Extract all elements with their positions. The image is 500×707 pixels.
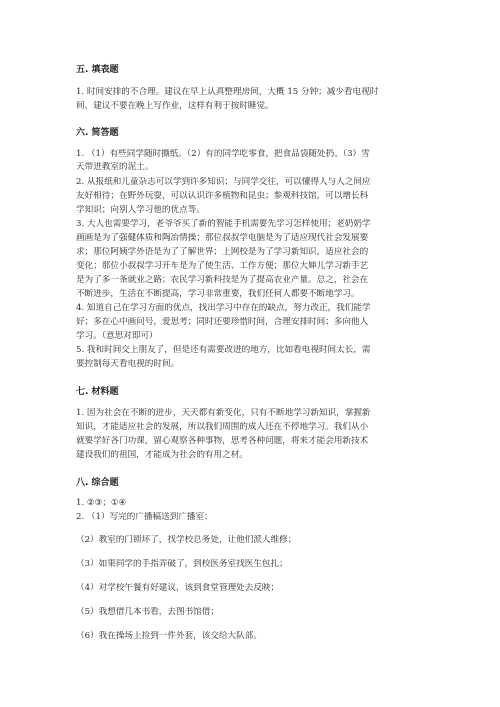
answer-line: 建设我们的祖国，才能成为社会的有用之材。 xyxy=(76,450,248,460)
answer-line: 2. （1）写完的广播稿送到广播室； xyxy=(76,512,213,522)
answer-line: 间，建议不要在晚上写作业，这样有利于按时睡觉。 xyxy=(76,101,274,111)
answer-line: 1. （1）有些同学随时撕纸。（2）有的同学吃零食，把食品袋随处扔。（3）雪 xyxy=(76,149,370,159)
answer-line: 不断进步，生活在不断提高，学习非常重要，我们任何人都要不断地学习。 xyxy=(76,289,360,299)
answer-line: 画画是为了强健体质和陶冶情操；那位叔叔学电脑是为了适应现代社会发展要 xyxy=(76,233,369,243)
answer-line: 1. 时间安排的不合理。建议在早上认真整理房间，大概 15 分钟；减少看电视时 xyxy=(76,87,379,97)
section-heading-6: 六. 简答题 xyxy=(76,128,119,138)
answer-line: 学习。（意思对即可） xyxy=(76,331,158,341)
section-heading-8: 八. 综合题 xyxy=(76,478,119,488)
answer-line: （6）我在操场上捡到一件外套，该交给大队部。 xyxy=(76,631,262,641)
answer-line: （5）我想借几本书看，去图书馆借； xyxy=(76,607,219,617)
answer-line: 要控制每天看电视的时间。 xyxy=(76,359,180,369)
answer-line: （3）如果同学的手指弄破了，到校医务室找医生包扎； xyxy=(76,559,288,569)
answer-line: （4）对学校午餐有好建议，该到食堂管理处去反映； xyxy=(76,583,280,593)
answer-line: 好；多在心中画问号，爱思考；同时还要珍惜时间，合理安排时间；多向他人 xyxy=(76,317,369,327)
answer-line: 求；那位阿姨学外语是为了了解世界；上网校是为了学习新知识，适应社会的 xyxy=(76,247,369,257)
answer-line: 是为了多一条就业之路；农民学习新科技是为了提高农业产量。总之，社会在 xyxy=(76,275,369,285)
answer-line: 4. 知道自己在学习方面的优点，找出学习中存在的缺点，努力改正，我们能学 xyxy=(76,303,371,313)
answer-line: 变化；那位小叔叔学习开车是为了使生活、工作方便；那位大婶儿学习新手艺 xyxy=(76,261,369,271)
answer-line: 5. 我和时间交上朋友了，但是还有需要改进的地方，比如看电视时间太长，需 xyxy=(76,345,371,355)
answer-line: （2）教室的门锁坏了，找学校总务处，让他们派人维修； xyxy=(76,535,297,545)
answer-line: 天带进教室的泥土。 xyxy=(76,162,154,172)
answer-line: 1. ②③；①④ xyxy=(76,498,127,508)
answer-line: 3. 大人也需要学习，老爷爷买了新的智能手机需要先学习怎样使用；老奶奶学 xyxy=(76,219,371,229)
answer-line: 2. 从报纸和儿童杂志可以学到许多知识；与同学交往，可以懂得人与人之间应 xyxy=(76,177,371,187)
section-heading-7: 七. 材料题 xyxy=(76,387,119,397)
answer-line: 知识，才能适应社会的发展，所以我们周围的成人还在不停地学习。我们从小 xyxy=(76,422,369,432)
answer-line: 就要学好各门功课，留心观察各种事物，思考各种问题，将来才能会用新技术 xyxy=(76,436,369,446)
answer-line: 1. 因为社会在不断的进步，天天都有新变化，只有不断地学习新知识，掌握新 xyxy=(76,408,371,418)
section-heading-5: 五. 填表题 xyxy=(76,65,119,75)
answer-line: 学知识；向别人学习他的优点等。 xyxy=(76,205,205,215)
answer-line: 友好相待；在野外玩耍，可以认识许多植物和昆虫；参观科技馆，可以增长科 xyxy=(76,191,369,201)
